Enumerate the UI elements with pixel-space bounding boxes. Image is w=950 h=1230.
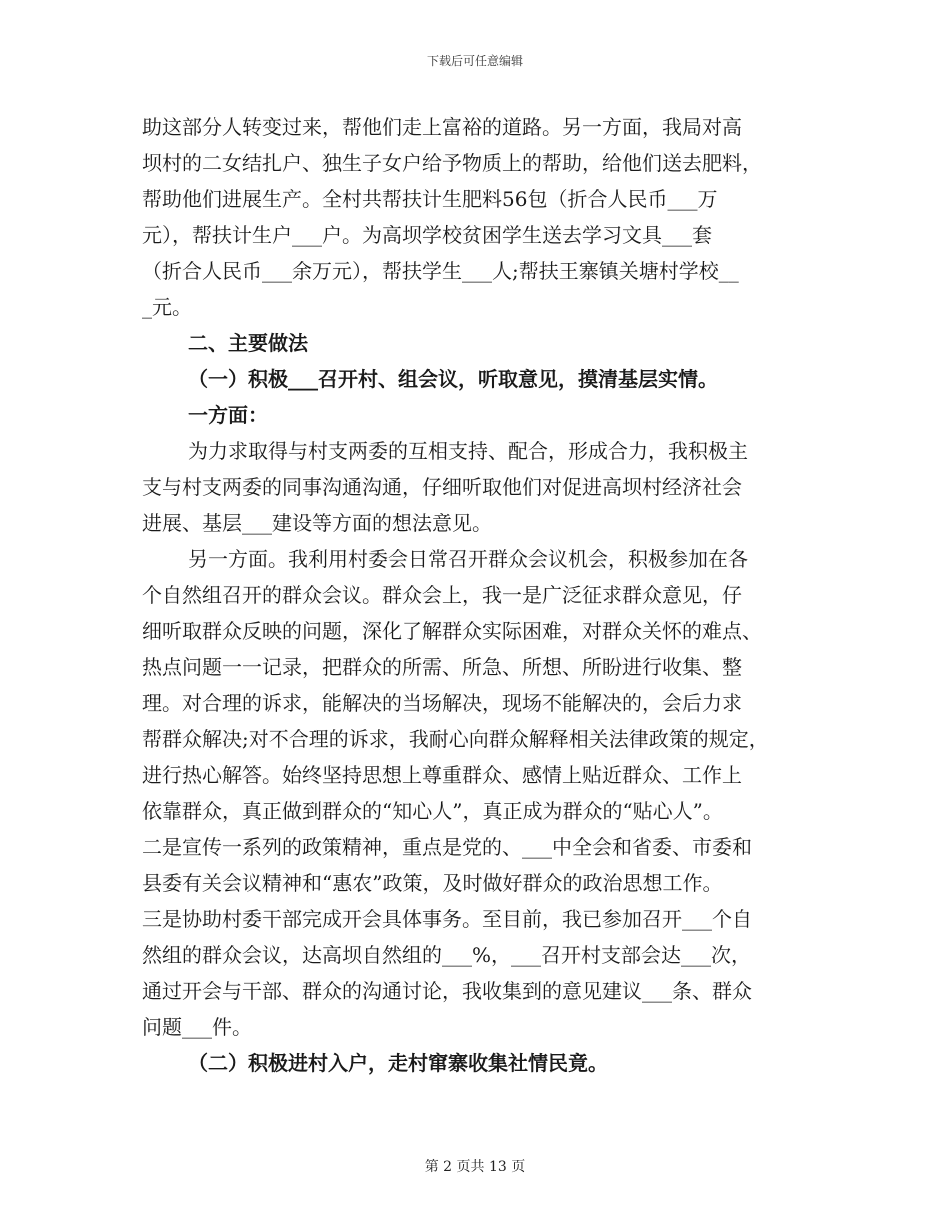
section-heading: 二、主要做法 xyxy=(188,331,308,355)
body-line: 元），帮扶计生户___户。为高坝学校贫困学生送去学习文具___套 xyxy=(142,223,712,247)
body-line: 依靠群众，真正做到群众的“知心人”，真正成为群众的“贴心人”。 xyxy=(142,799,723,823)
body-line: 为力求取得与村支两委的互相支持、配合，形成合力，我积极主 xyxy=(188,439,748,463)
document-body xyxy=(142,112,810,1084)
body-line: 支与村支两委的同事沟通沟通，仔细听取他们对促进高坝村经济社会 xyxy=(142,475,742,499)
body-line: 坝村的二女结扎户、独生子女户给予物质上的帮助，给他们送去肥料， xyxy=(142,151,762,175)
body-line: 热点问题一一记录，把群众的所需、所急、所想、所盼进行收集、整 xyxy=(142,655,742,679)
subsection-heading: （二）积极进村入户，走村窜寨收集社情民竟。 xyxy=(188,1051,608,1075)
body-line: 帮助他们进展生产。全村共帮扶计生肥料56包（折合人民币___万 xyxy=(142,187,718,211)
body-line: 理。对合理的诉求，能解决的当场解决，现场不能解决的，会后力求 xyxy=(142,691,742,715)
body-line: 细听取群众反映的问题，深化了解群众实际困难，对群众关怀的难点、 xyxy=(142,619,762,643)
body-line: 二是宣传一系列的政策精神，重点是党的、___中全会和省委、市委和 xyxy=(142,835,752,859)
body-line: 通过开会与干部、群众的沟通讨论，我收集到的意见建议___条、群众 xyxy=(142,979,752,1003)
page-footer: 第 2 页共 13 页 xyxy=(424,1159,526,1175)
body-line: 三是协助村委干部完成开会具体事务。至目前，我已参加召开___个自 xyxy=(142,907,752,931)
body-line: （折合人民币___余万元），帮扶学生___人;帮扶王寨镇关塘村学校__ xyxy=(142,259,739,283)
body-line: 问题___件。 xyxy=(142,1015,252,1039)
body-line: 然组的群众会议，达高坝自然组的___%，___召开村支部会达___次， xyxy=(142,943,752,967)
subsection-heading: （一）积极___召开村、组会议，听取意见，摸清基层实情。 xyxy=(188,367,718,391)
body-line: 县委有关会议精神和“惠农”政策，及时做好群众的政治思想工作。 xyxy=(142,871,723,895)
body-line: _元。 xyxy=(142,295,192,319)
body-line: 进行热心解答。始终坚持思想上尊重群众、感情上贴近群众、工作上 xyxy=(142,763,742,787)
page-header: 下载后可任意编辑 xyxy=(426,54,523,68)
body-line: 个自然组召开的群众会议。群众会上，我一是广泛征求群众意见，仔 xyxy=(142,583,742,607)
body-line: 帮群众解决;对不合理的诉求，我耐心向群众解释相关法律政策的规定， xyxy=(142,727,769,751)
body-line: 进展、基层___建设等方面的想法意见。 xyxy=(142,511,492,535)
subheading: 一方面： xyxy=(188,403,268,427)
body-line: 另一方面。我利用村委会日常召开群众会议机会，积极参加在各 xyxy=(188,547,748,571)
body-line: 助这部分人转变过来，帮他们走上富裕的道路。另一方面，我局对高 xyxy=(142,115,742,139)
